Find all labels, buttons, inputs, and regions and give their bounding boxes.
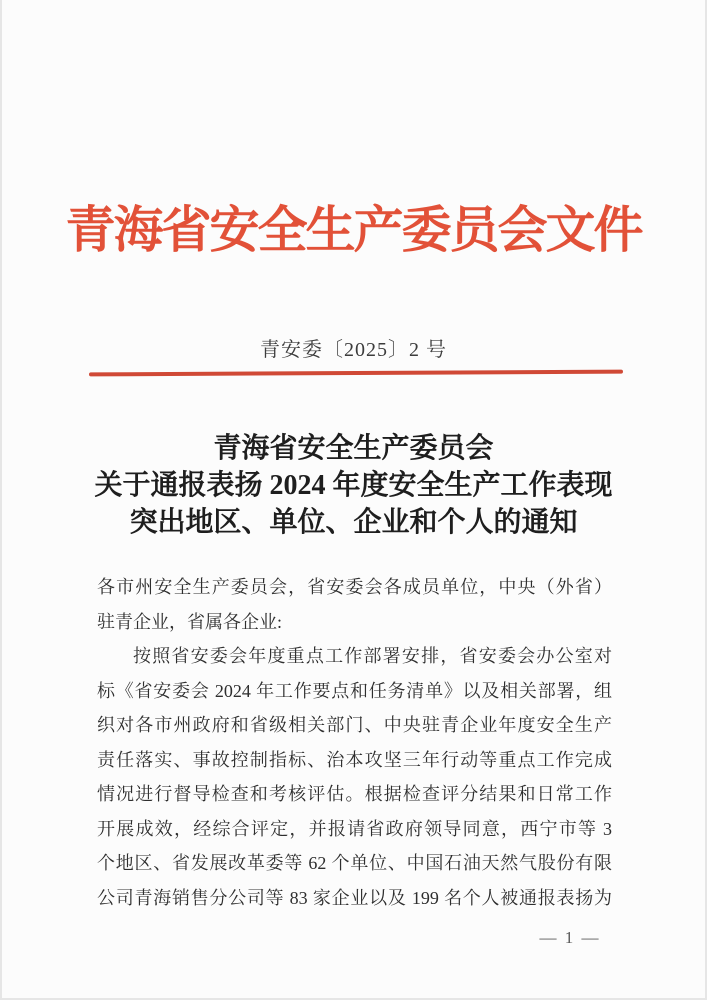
body-line: 标《省安委会 2024 年工作要点和任务清单》以及相关部署，组	[97, 680, 612, 701]
notice-title-line-1: 青海省安全生产委员会	[213, 433, 494, 464]
notice-title-line-2: 关于通报表扬 2024 年度安全生产工作表现	[94, 470, 613, 501]
notice-title-line-3: 突出地区、单位、企业和个人的通知	[129, 507, 578, 538]
body-line: 织对各市州政府和省级相关部门、中央驻青企业年度安全生产	[97, 715, 612, 735]
notice-title	[2, 430, 705, 541]
body-line: 个地区、省发展改革委等 62 个单位、中国石油天然气股份有限	[97, 853, 612, 873]
body-line: 按照省安委会年度重点工作部署安排，省安委会办公室对	[133, 646, 612, 666]
body-line: 开展成效，经综合评定，并报请省政府领导同意，西宁市等 3	[97, 818, 612, 839]
body-line: 驻青企业，省属各企业:	[97, 611, 282, 632]
red-divider-rule	[89, 370, 623, 377]
document-number: 青安委〔2025〕2 号	[260, 339, 447, 361]
body-line: 责任落实、事故控制指标、治本攻坚三年行动等重点工作完成	[97, 749, 612, 770]
page-number: — 1 —	[539, 928, 601, 947]
body-line: 情况进行督导检查和考核评估。根据检查评分结果和日常工作	[97, 784, 612, 804]
letterhead-title: 青海省安全生产委员会文件	[65, 202, 642, 258]
document-body	[97, 570, 612, 915]
body-line: 公司青海销售分公司等 83 家企业以及 199 名个人被通报表扬为	[97, 887, 612, 908]
body-line: 各市州安全生产委员会，省安委会各成员单位，中央（外省）	[97, 577, 612, 597]
